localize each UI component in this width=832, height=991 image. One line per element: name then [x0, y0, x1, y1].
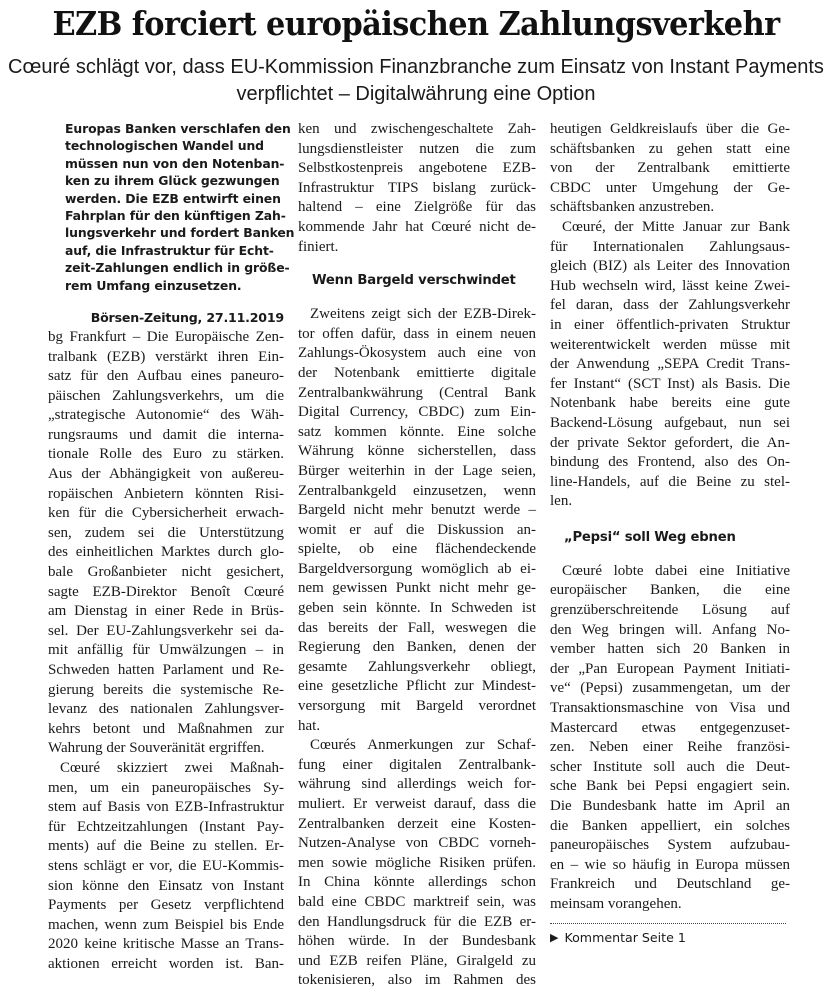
text-line: sen, zudem sei die Unterstützung	[48, 524, 284, 541]
section-heading-bargeld: Wenn Bargeld verschwindet	[312, 273, 516, 289]
text-line: fung einer digitalen Zentralbank-	[298, 756, 536, 773]
dateline: Börsen-Zeitung, 27.11.2019	[90, 309, 284, 325]
text-line: des einheitlichen Marktes durch glo-	[48, 544, 284, 561]
text-line: en – wie so häufig in Europa müssen	[550, 856, 790, 873]
text-line: satz kommen könnte. Eine solche	[298, 423, 536, 440]
text-line: zeit-Zahlungen endlich in größe-	[65, 260, 290, 276]
body-text-col1	[48, 328, 284, 975]
text-line: vember hatten sich 20 Banken in	[550, 641, 790, 658]
text-line: bald eine CBDC marktreif sein, was	[298, 893, 536, 910]
text-line: muliert. Er verweist darauf, dass die	[298, 796, 536, 812]
text-line: Backend-Lösung aufgebaut, nun sei	[550, 414, 790, 431]
text-line: ments) auf die Beine zu stellen. Er-	[48, 838, 284, 855]
text-line: höhen würde. In der Bundesbank	[298, 933, 536, 950]
text-line: Schweden hatten Parlament und Re-	[48, 662, 284, 678]
column-3	[550, 120, 790, 946]
text-line: sion könne den Einsatz von Instant	[48, 877, 284, 894]
text-line: Cœuré, der Mitte Januar zur Bank	[562, 218, 790, 235]
text-line: geben sein könnte. In Schweden ist	[298, 600, 536, 617]
text-line: Regierung den Banken, denen der	[298, 639, 536, 656]
text-line: rungsraums und damit die interna-	[48, 426, 284, 443]
text-line: schäftsbanken anzustreben.	[550, 199, 715, 216]
column-2	[298, 120, 536, 991]
text-line: levanz des nationalen Zahlungsver-	[48, 701, 284, 718]
text-line: womit er auf die Diskussion an-	[298, 521, 536, 538]
text-line: grenzüberschreitende Lösung auf	[550, 602, 790, 619]
text-line: haltend – eine Zielgröße für das	[298, 199, 536, 216]
text-line: eine gesetzliche Pflicht zur Mindest-	[298, 678, 536, 695]
text-line: ropäischen Anbietern könnten Risi-	[48, 485, 284, 502]
comment-reference-label: Kommentar Seite 1	[564, 929, 686, 945]
text-line: paneuropäisches System aufzubau-	[550, 837, 790, 854]
text-line: Fahrplan für den künftigen Zah-	[65, 207, 286, 223]
text-line: versorgung mit Bargeld verordnet	[298, 698, 536, 715]
body-text-col2-top	[298, 120, 536, 257]
text-line: gesamte Zahlungsverkehr obliegt,	[298, 658, 536, 675]
text-line: Wahrung der Souveränität ergriffen.	[48, 740, 265, 757]
body-text-col3-bottom	[550, 562, 790, 915]
text-line: Zentralbanken derzeit eine Kosten-	[298, 815, 536, 832]
text-line: Zahlungs-Ökosystem auch eine von	[298, 345, 536, 362]
text-line: am Dienstag in einer Rede in Brüs-	[48, 603, 284, 620]
text-line: Zentralbankwährung (Central Bank	[298, 384, 536, 401]
column-1	[48, 120, 295, 975]
text-line: men sowie mögliche Risiken prüfen.	[298, 854, 536, 871]
text-line: Die Bundesbank hatte im April an	[550, 798, 790, 814]
text-line: für Echtzeitzahlungen (Instant Pay-	[48, 818, 284, 835]
text-line: Aus der Abhängigkeit von außereu-	[48, 466, 284, 483]
comment-reference-link[interactable]	[550, 930, 790, 946]
text-line: nem gewissen Punkt nicht mehr ge-	[298, 580, 536, 597]
text-line: kommende Jahr hat Cœuré nicht de-	[298, 218, 536, 235]
text-line: In China könnte allerdings schon	[298, 874, 536, 891]
text-line: tor offen dafür, dass in einem neuen	[298, 325, 536, 342]
text-line: Bargeld nicht mehr benutzt werde –	[298, 502, 536, 519]
text-line: ken zu ihrem Glück gezwungen	[65, 173, 280, 189]
text-line: der Notenbank emittierte digitale	[298, 364, 536, 381]
text-line: satz für den Aufbau eines paneuro-	[48, 368, 284, 385]
subheadline	[0, 54, 832, 108]
text-line: Frankreich und Deutschland ge-	[550, 876, 790, 893]
text-line: europäischer Banken, die eine	[550, 582, 790, 599]
text-line: gierung bereits die systemische Re-	[48, 681, 284, 698]
text-line: bale Großanbieter nicht gesichert,	[48, 564, 284, 581]
subheadline-line-2: verpflichtet – Digitalwährung eine Option	[236, 83, 596, 105]
text-line: Payments per Gesetz verpflichtend	[48, 897, 284, 914]
text-line: fer Instant“ (SCT Inst) als Basis. Die	[550, 375, 790, 392]
text-line: Selbstkostenpreis angebotene EZB-	[298, 160, 536, 177]
text-line: finiert.	[298, 238, 339, 255]
lead-paragraph	[48, 120, 295, 294]
text-line: tionale Rolle des Euro zu stärken.	[48, 446, 284, 463]
text-line: lungsverkehr und fordert Banken	[65, 225, 295, 241]
text-line: mit anfällig für Umwälzungen – in	[48, 642, 284, 659]
text-line: „strategische Autonomie“ des Wäh-	[48, 407, 284, 424]
text-line: stem auf Basis von EZB-Infrastruktur	[48, 799, 284, 816]
text-line: Europas Banken verschlafen den	[65, 121, 291, 136]
text-line: und EZB reifen Pläne, Giralgeld zu	[298, 952, 536, 969]
text-line: gleich (BIZ) als Leiter des Innovation	[550, 258, 790, 275]
text-line: Cœurés Anmerkungen zur Schaf-	[310, 737, 536, 754]
text-line: schäftsbanken zu gehen statt eine	[550, 140, 790, 157]
text-line: Infrastruktur TIPS bislang zurück-	[298, 179, 536, 196]
text-line: währung sind allerdings weich for-	[298, 776, 536, 793]
text-line: Hub wechseln wird, lässt keine Zwei-	[550, 277, 790, 294]
text-line: men, um ein paneuropäisches Sy-	[48, 779, 284, 796]
text-line: fel daran, dass der Zahlungsverkehr	[550, 297, 790, 314]
text-line: päischen Zahlungsverkehrs, um die	[48, 387, 284, 404]
subheadline-line-1: Cœuré schlägt vor, dass EU-Kommission Finanzbranche zum Einsatz von Instant Payments	[8, 56, 824, 78]
text-line: len.	[550, 493, 573, 510]
text-line: Cœuré lobte dabei eine Initiative	[562, 562, 790, 579]
text-line: ve“ (Pepsi) zusammengetan, um der	[550, 680, 790, 697]
text-line: in einer öffentlich-privaten Struktur	[550, 316, 790, 333]
text-line: für Internationalen Zahlungsaus-	[550, 238, 790, 255]
text-line: sagte EZB-Direktor Benoît Cœuré	[48, 583, 284, 600]
text-line: technologischen Wandel und	[65, 138, 264, 154]
text-line: von der Zentralbank emittierte	[550, 160, 790, 177]
text-line: spielte, ob eine flächendeckende	[298, 541, 536, 558]
text-line: scher Institute soll auch die Deut-	[550, 758, 790, 775]
text-line: heutigen Geldkreislaufs über die Ge-	[550, 121, 790, 137]
text-line: werden. Die EZB entwirft einen	[65, 190, 281, 206]
text-line: bindung des Frontend, also des On-	[550, 454, 790, 471]
text-line: sche Bank bei Pepsi engagiert sein.	[550, 778, 790, 795]
text-line: der Anwendung „SEPA Credit Trans-	[550, 356, 790, 373]
text-line: Zweitens zeigt sich der EZB-Direk-	[310, 306, 536, 323]
text-line: sel. Der EU-Zahlungsverkehr sei da-	[48, 622, 284, 639]
text-line: die Banken appelliert, ein solches	[550, 817, 790, 834]
text-line: Notenbank habe bereits eine gute	[550, 395, 790, 412]
text-line: kehrs betont und Maßnahmen zur	[48, 720, 284, 737]
body-text-col2-bottom	[298, 305, 536, 991]
text-line: bg Frankfurt – Die Europäische Zen-	[48, 328, 284, 345]
text-line: Bargeldversorgung womöglich ab ei-	[298, 560, 536, 577]
text-line: zen. Neben einer Reihe französi-	[550, 739, 790, 756]
text-line: ken für die Cybersicherheit erwach-	[48, 505, 284, 522]
text-line: der private Sektor gefordert, die An-	[550, 434, 790, 451]
text-line: stens schlägt er vor, die EU-Kommis-	[48, 857, 284, 874]
text-line: tralbank (EZB) verstärkt ihren Ein-	[48, 348, 284, 365]
text-line: hat.	[298, 717, 321, 734]
text-line: tokenisieren, also im Rahmen des	[298, 972, 536, 989]
text-line: Währung könne sicherstellen, dass	[298, 443, 536, 460]
text-line: weiterentwickelt werden müsse mit	[550, 336, 790, 353]
text-line: Nutzen-Analyse von CBDC vorneh-	[298, 835, 536, 852]
headline: EZB forciert europäischen Zahlungsverkehr	[52, 4, 780, 43]
text-line: Mastercard etwas entgegenzuset-	[550, 719, 790, 736]
body-text-col3-top	[550, 120, 790, 512]
text-line: aktionen erreicht worden ist. Ban-	[48, 955, 284, 972]
divider	[550, 923, 786, 924]
text-line: 2020 keine kritische Masse an Trans-	[48, 936, 284, 953]
text-line: ken und zwischengeschaltete Zah-	[298, 121, 536, 137]
section-heading-pepsi: „Pepsi“ soll Weg ebnen	[564, 529, 736, 545]
text-line: müssen nun von den Notenban-	[65, 155, 285, 171]
text-line: auf, die Infrastruktur für Echt-	[65, 242, 274, 258]
text-line: line-Handels, auf die Beine zu stel-	[550, 473, 790, 490]
text-line: Bürger weiterhin in der Lage seien,	[298, 462, 536, 479]
text-line: CBDC unter Umgehung der Ge-	[550, 179, 790, 196]
text-line: Cœuré skizziert zwei Maßnah-	[60, 759, 284, 776]
text-line: den Weg bringen will. Anfang No-	[550, 621, 790, 638]
text-line: rem Umfang einzusetzen.	[65, 277, 242, 293]
text-line: Transaktionsmaschine von Visa und	[550, 700, 790, 717]
triangle-right-icon: ▶	[550, 930, 559, 944]
text-line: Digital Currency, CBDC) zum Ein-	[298, 404, 536, 421]
text-line: den Handlungsdruck für die EZB er-	[298, 913, 536, 930]
text-line: meinsam vorangehen.	[550, 895, 682, 912]
text-line: Zentralbankgeld einzusetzen, wenn	[298, 482, 536, 499]
text-line: der „Pan European Payment Initiati-	[550, 660, 790, 677]
text-line: das bereits der Fall, weswegen die	[298, 619, 536, 636]
text-line: machen, wenn zum Beispiel bis Ende	[48, 916, 284, 933]
text-line: lungsdienstleister nutzen die zum	[298, 140, 536, 157]
